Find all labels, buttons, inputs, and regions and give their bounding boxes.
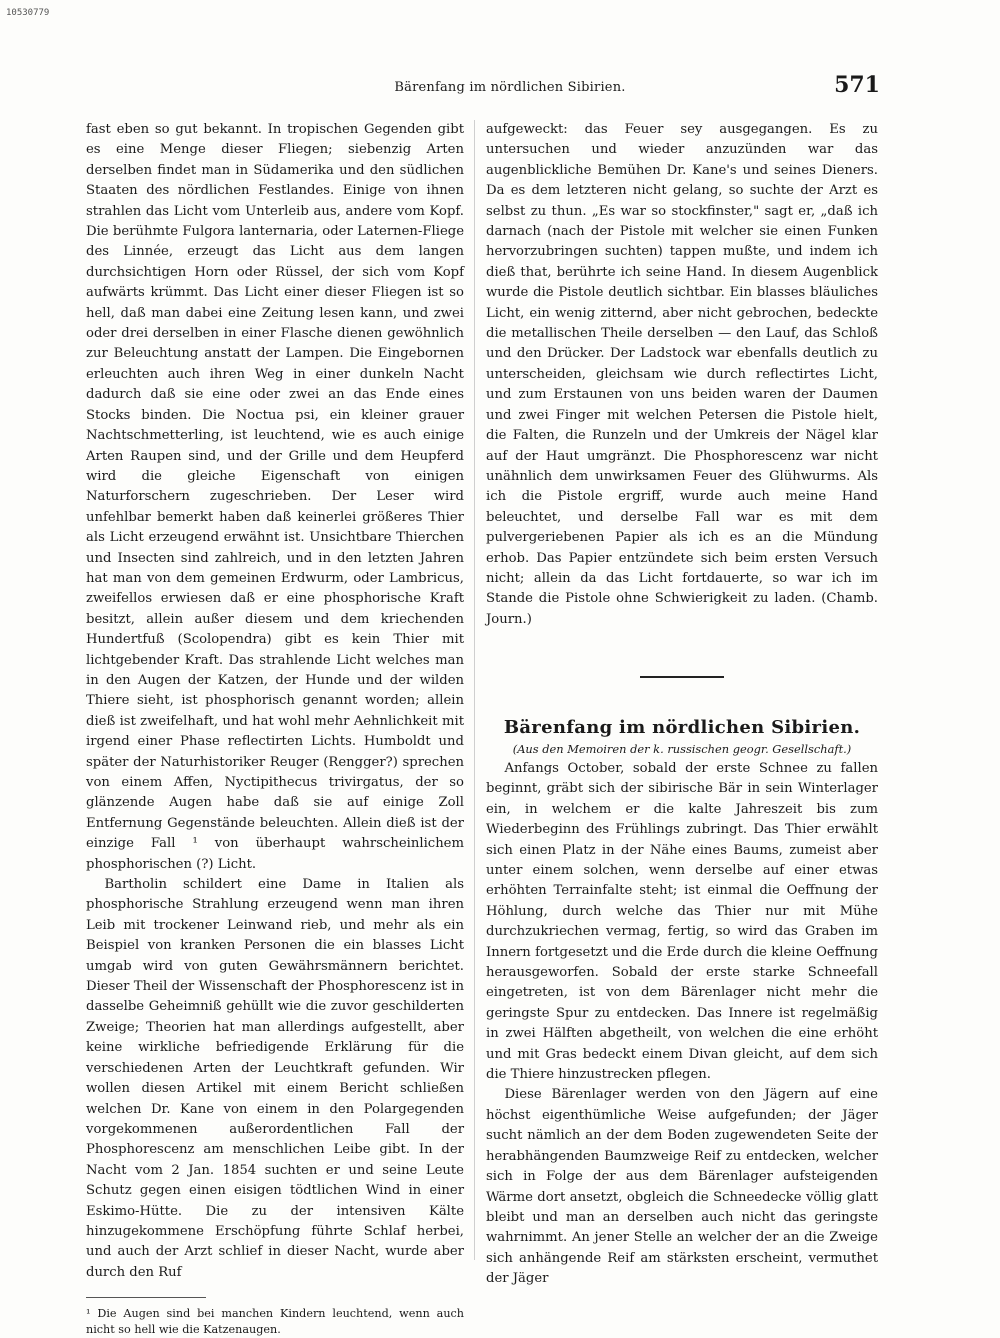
running-head: Bärenfang im nördlichen Sibirien. [394, 80, 626, 95]
article-source: (Aus den Memoiren der k. russischen geogr. Gesellschaft.) [512, 741, 852, 756]
body-paragraph: Bartholin schildert eine Dame in Italien als phosphorische Strahlung erzeugend wenn man ihren Leib mit trockener Leinwand rieb, und mehr als ein Beispiel von kranken Personen die ein blasses Licht umgab wird von guten Gewährsmännern berichtet. Dieser Theil der Wissenschaft der Phosphorescenz ist in dasselbe Geheimniß gehüllt wie die zuvor geschilderten Zweige; Theorien hat man allerdings aufgestellt, aber keine wirkliche befriedigende Erklärung für die verschiedenen Arten der Leuchtkraft gefunden. Wir wollen diesen Artikel mit einem Bericht schließen welchen Dr. Kane von einem in den Polargegenden vorgekommenen außerordentlichen Fall der Phosphorescenz am menschlichen Leibe gibt. In der Nacht vom 2 Jan. 1854 suchten er und seine Leute Schutz gegen einen eisigen tödtlichen Wind in einer Eskimo-Hütte. Die zu der intensiven Kälte hinzugekommene Erschöpfung führte Schlaf herbei, und auch der Arzt schlief in dieser Nacht, wurde aber durch den Ruf [86, 877, 464, 1280]
left-column [86, 120, 464, 1338]
column-divider [474, 120, 475, 1260]
page-number: 571 [834, 72, 880, 98]
body-paragraph: Diese Bärenlager werden von den Jägern auf eine höchst eigenthümliche Weise aufgefunden; der Jäger sucht nämlich an der dem Boden zugewendeten Seite der herabhängenden Baumzweige Reif zu entdecken, welcher sich in Folge der aus dem Bärenlager aufsteigenden Wärme dort ansetzt, obgleich die Schneedecke völlig glatt bleibt und man an derselben auch nicht das geringste wahrnimmt. An jener Stelle an welcher der an die Zweige sich anhängende Reif am stärksten erscheint, vermuthet der Jäger [486, 1087, 878, 1287]
right-column [486, 120, 878, 1290]
body-paragraph: Anfangs October, sobald der erste Schnee zu fallen beginnt, gräbt sich der sibirische Bär in sein Winterlager ein, in welchem er die kalte Jahreszeit bis zum Wiederbeginn des Frühlings zubringt. Das Thier erwählt sich einen Platz in der Nähe eines Baums, zumeist aber unter einem solchen, wenn derselbe auf einer etwas erhöhten Terrainfalte steht; ist einmal die Oeffnung der Höhlung, durch welche das Thier nur mit Mühe durchzukriechen vermag, fertig, so wird das Graben im Innern fortgesetzt und die Erde durch die kleine Oeffnung herausgeworfen. Sobald der erste starke Schneefall eingetreten, ist von dem Bärenlager nicht mehr die geringste Spur zu entdecken. Das Innere ist regelmäßig in zwei Hälften abgetheilt, von welchen die eine erhöht und mit Gras bedeckt einem Divan gleicht, auf dem sich die Thiere hinzustrecken pflegen. [486, 760, 878, 1083]
body-paragraph: fast eben so gut bekannt. In tropischen Gegenden gibt es eine Menge dieser Fliegen; siebenzig Arten derselben findet man in Südamerika und den südlichen Staaten des nördlichen Festlandes. Einige von ihnen strahlen das Licht vom Unterleib aus, andere vom Kopf. Die berühmte Fulgora lanternaria, oder Laternen-Fliege des Linnée, erzeugt das Licht aus dem langen durchsichtigen Horn oder Rüssel, der sich vom Kopf aufwärts krümmt. Das Licht einer dieser Fliegen ist so hell, daß man dabei eine Zeitung lesen kann, und zwei oder drei derselben in einer Flasche dienen gewöhnlich zur Beleuchtung anstatt der Lampen. Die Eingebornen erleuchten auch ihren Weg in einer dunkeln Nacht dadurch daß sie eine oder zwei an das Ende eines Stocks binden. Die Noctua psi, ein kleiner grauer Nachtschmetterling, ist leuchtend, wie es auch einige Arten Raupen sind, und der Grille und dem Heupferd wird die gleiche Eigenschaft von einigen Naturforschern zugeschrieben. Der Leser wird unfehlbar bemerkt haben daß keinerlei größeres Thier als Licht erzeugend erwähnt ist. Unsichtbare Thierchen und Insecten sind zahlreich, und in den letzten Jahren hat man von dem gemeinen Erdwurm, oder Lambricus, zweifellos erwiesen daß er eine phosphorische Kraft besitzt, allein außer diesem und dem kriechenden Hundertfuß (Scolopendra) gibt es kein Thier mit lichtgebender Kraft. Das strahlende Licht welches man in den Augen der Katzen, der Hunde und der wilden Thiere sieht, ist phosphorisch genannt worden; allein dieß ist zweifelhaft, und hat wohl mehr Aehnlichkeit mit irgend einer Phase reflectirten Lichts. Humboldt und später der Naturhistoriker Reuger (Rengger?) sprechen von einem Affen, Nyctipithecus trivirgatus, der so glänzende Augen habe daß sie auf einige Zoll Entfernung Gegenstände beleuchten. Allein dieß ist der einzige Fall ¹ von überhaupt wahrscheinlichem phosphorischen (?) Licht. [86, 122, 464, 872]
body-paragraph: aufgeweckt: das Feuer sey ausgegangen. Es zu untersuchen und wieder anzuzünden war das augenblickliche Bemühen Dr. Kane's und seines Dieners. Da es dem letzteren nicht gelang, so suchte der Arzt es selbst zu thun. „Es war so stockfinster," sagt er, „daß ich darnach (nach der Pistole mit welcher sie einen Funken hervorzubringen suchten) tappen mußte, und indem ich dieß that, berührte ich seine Hand. In diesem Augenblick wurde die Pistole deutlich sichtbar. Ein blasses bläuliches Licht, ein wenig zitternd, aber nicht gebrochen, bedeckte die metallischen Theile derselben — den Lauf, das Schloß und den Drücker. Der Ladstock war ebenfalls deutlich zu unterscheiden, gleichsam wie durch reflectirtes Licht, und zum Erstaunen von uns beiden waren der Daumen und zwei Finger mit welchen Petersen die Pistole hielt, die Falten, die Runzeln und der Umkreis der Nägel klar auf der Haut umgränzt. Die Phosphorescenz war nicht unähnlich dem unwirksamen Feuer des Glühwurms. Als ich die Pistole ergriff, wurde auch meine Hand beleuchtet, und derselbe Fall war es mit dem pulvergeriebenen Papier als ich es an die Mündung erhob. Das Papier entzündete sich beim ersten Versuch nicht; allein da das Licht fortdauerte, so war ich im Stande die Pistole ohne Schwierigkeit zu laden. (Chamb. Journ.) [486, 122, 878, 627]
article-title: Bärenfang im nördlichen Sibirien. [503, 717, 861, 739]
footnote-rule [86, 1297, 206, 1298]
section-rule [640, 676, 724, 678]
footnote: ¹ Die Augen sind bei manchen Kindern leuchtend, wenn auch nicht so hell wie die Katzenaugen. [86, 1307, 464, 1337]
archive-id: 10530779 [6, 8, 50, 18]
